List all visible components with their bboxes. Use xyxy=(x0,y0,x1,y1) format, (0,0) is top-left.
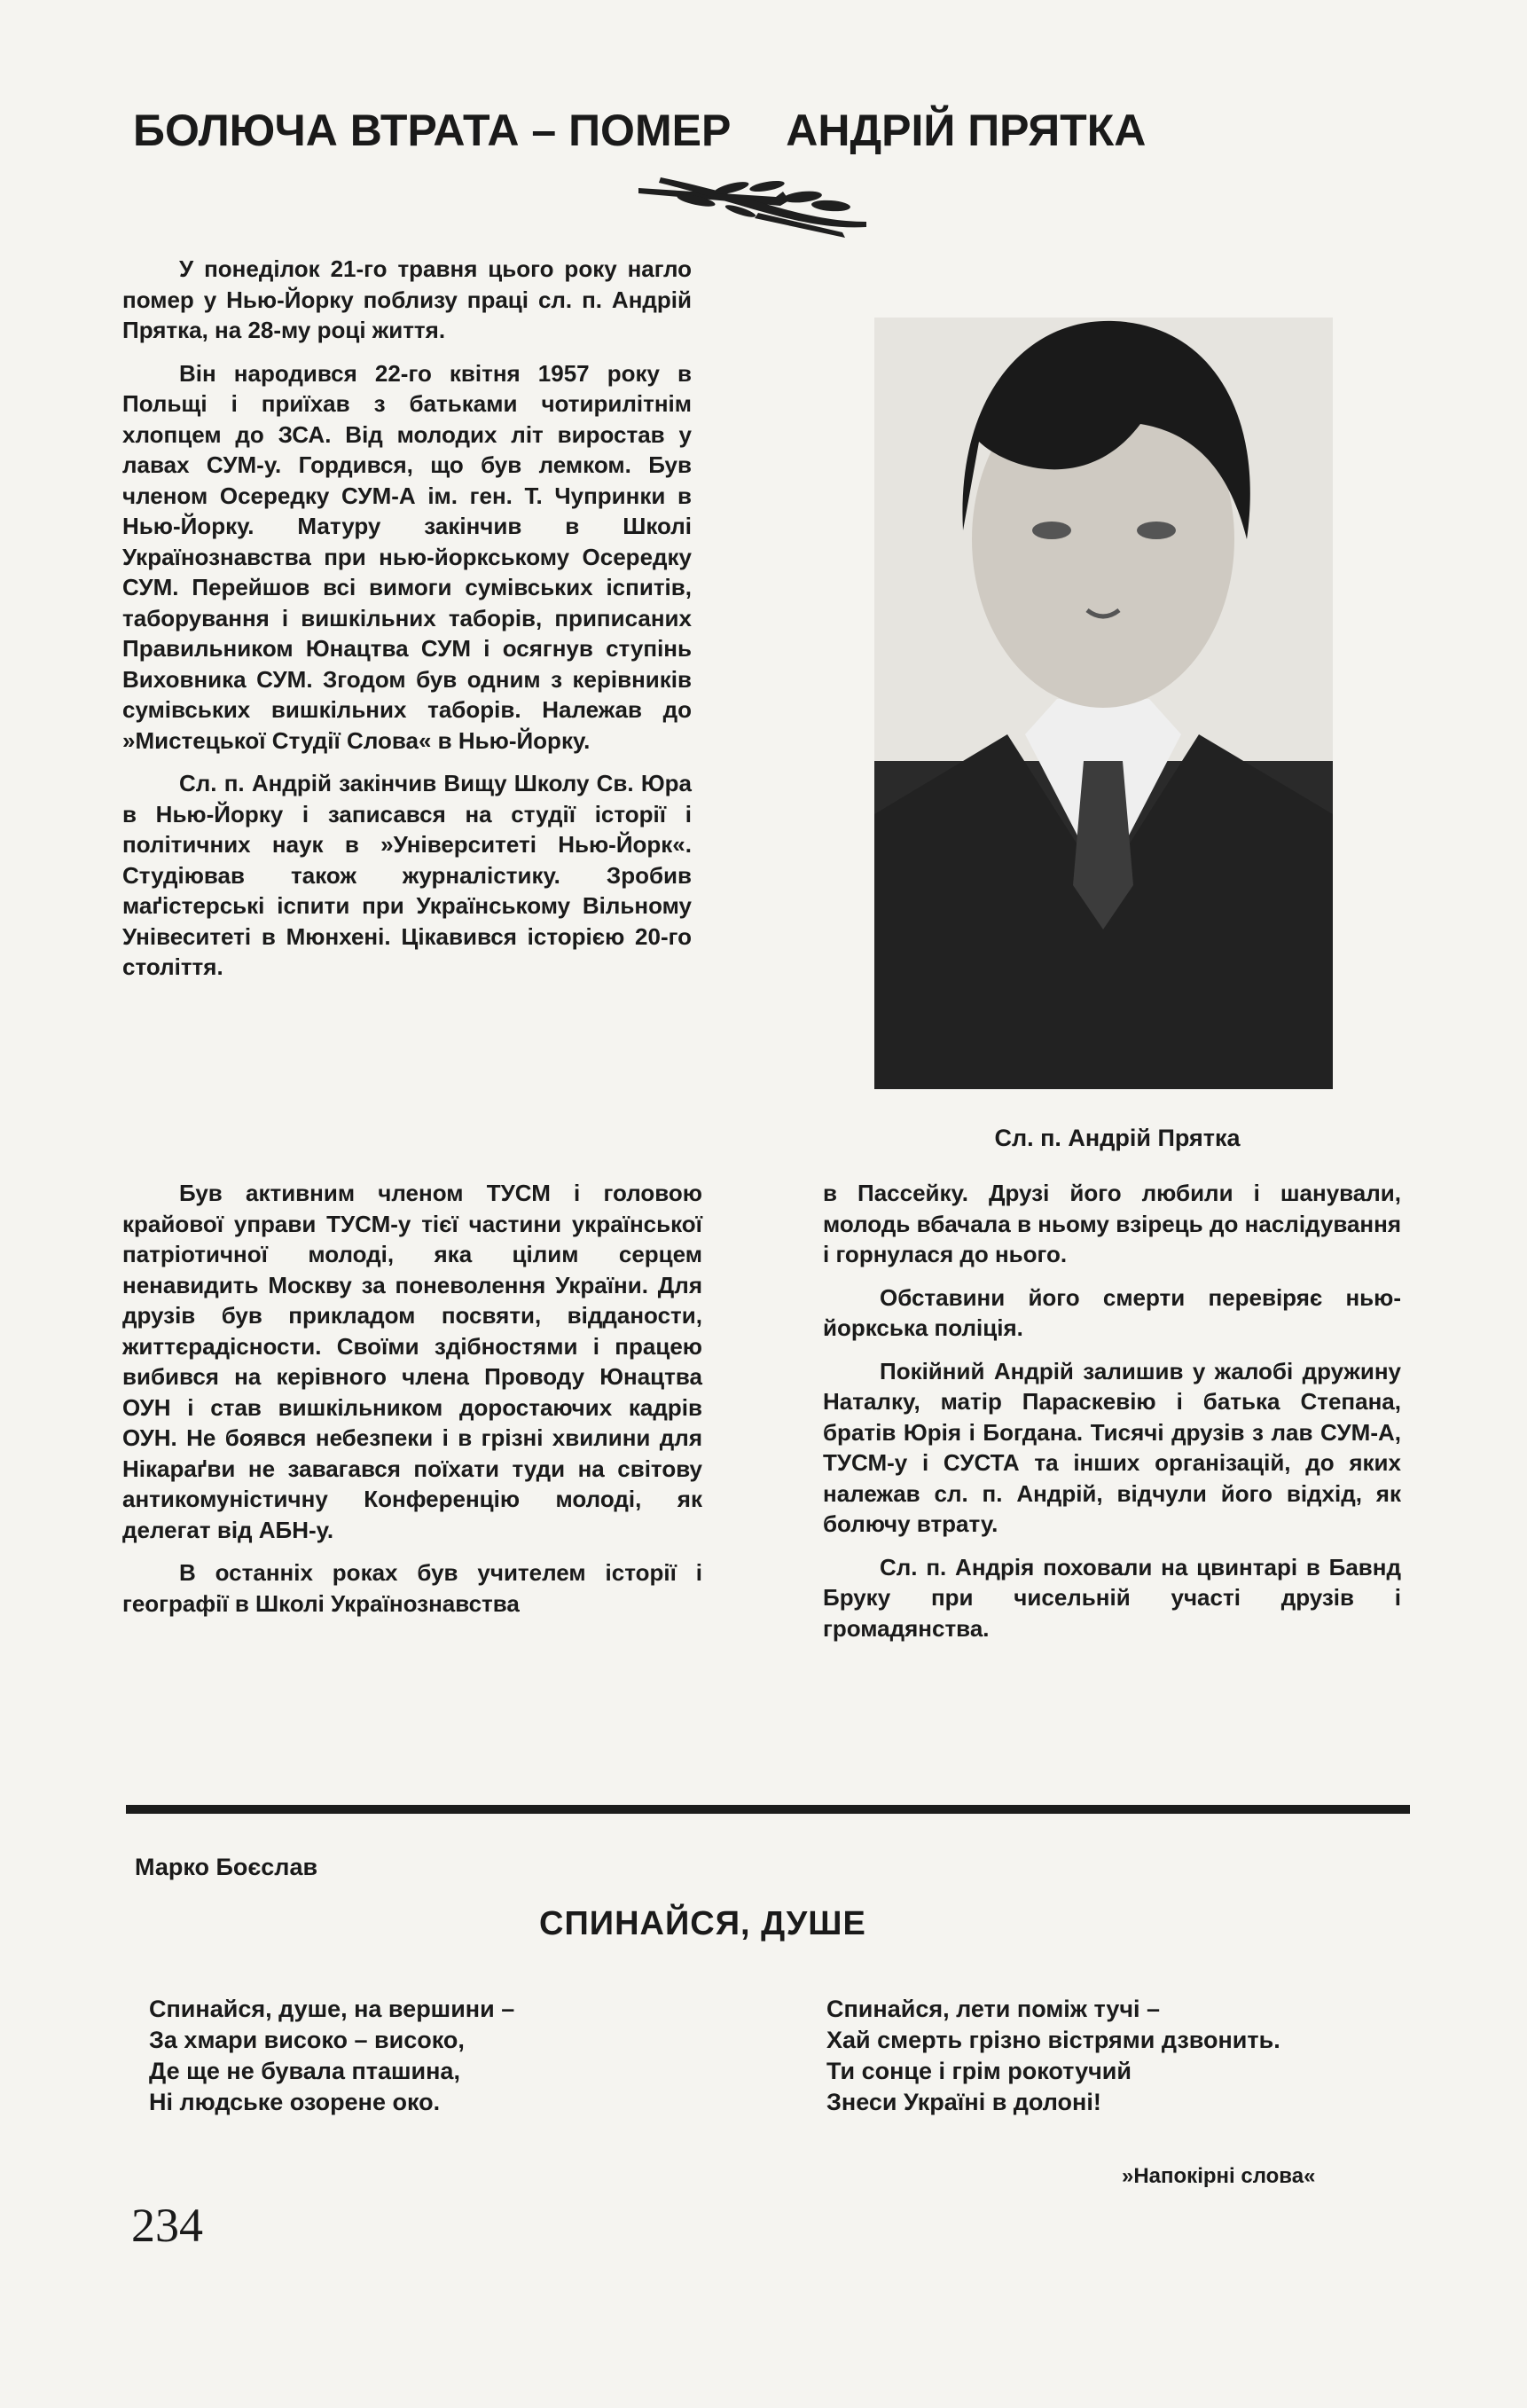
article-paragraph: У понеділок 21-го травня цього року нагло помер у Нью-Йорку поблизу праці сл. п. Андрій Прятка, на 28-му році життя. xyxy=(122,255,692,343)
article-column-1 xyxy=(122,254,692,983)
poem-author: Марко Боєслав xyxy=(135,1854,318,1880)
article-paragraph: Був активним членом ТУСМ і головою крайової управи ТУСМ-у тієї частини української патріотичної молоді, яка цілим серцем ненавидить Москву за поневолення України. Для друзів був прикладом посвяти, відданости, життєрадісности. Своїми здібностями і працею вибився на керівного члена Проводу Юнацтва ОУН і став вишкільником доростаючих кадрів ОУН. Не боявся небезпеки і в грізні хвилини для Нікараґви не завагався поїхати туди на світову антикомуністичну Конференцію молоді, як делегат від АБН-у. xyxy=(122,1180,702,1543)
poem-line: Спинайся, душе, на вершини – xyxy=(149,1996,515,2022)
photo-caption: Сл. п. Андрій Прятка xyxy=(994,1125,1241,1151)
poem-source: »Напокірні слова« xyxy=(1122,2164,1316,2188)
poem-line: Хай смерть грізно вістрями дзвонить. xyxy=(826,2027,1280,2053)
poem-line: За хмари високо – високо, xyxy=(149,2027,465,2053)
article-paragraph: в Пассейку. Друзі його любили і шанували, молодь вбачала в ньому взірець до наслідування і горнулася до нього. xyxy=(823,1180,1401,1267)
section-divider xyxy=(126,1805,1410,1814)
article-paragraph: Сл. п. Андрій закінчив Вищу Школу Св. Юра в Нью-Йорку і записався на студії історії і політичних наук в »Університеті Нью-Йорк«. Студіював також журналістику. Зробив маґістерські іспити при Українському Вільному Унівеситеті в Мюнхені. Цікавився історією 20-го століття. xyxy=(122,770,692,980)
headline-part-1: БОЛЮЧА ВТРАТА – ПОМЕР xyxy=(133,106,732,155)
poem-stanza-right xyxy=(826,1994,1280,2118)
poem-line: Ні людське озорене око. xyxy=(149,2089,441,2115)
poem-line: Знеси Україні в долоні! xyxy=(826,2089,1101,2115)
portrait-photo xyxy=(874,318,1333,1089)
sword-branch-ornament xyxy=(634,170,873,239)
article-paragraph: В останніх роках був учителем історії і географії в Школі Українознавства xyxy=(122,1559,702,1617)
page-number: 234 xyxy=(131,2199,203,2252)
article-paragraph: Покійний Андрій залишив у жалобі дружину Наталку, матір Параскевію і батька Степана, братів Юрія і Богдана. Тисячі друзів з лав СУМ-А, ТУСМ-у і СУСТА та інших організацій, до яких належав сл. п. Андрій, відчули його відхід, як болючу втрату. xyxy=(823,1357,1401,1537)
article-paragraph: Він народився 22-го квітня 1957 року в Польщі і приїхав з батьками чотирилітнім хлопцем до ЗСА. Від молодих літ виростав у лавах СУМ-у. Гордився, що був лемком. Був членом Осередку СУМ-А ім. ген. Т. Чупринки в Нью-Йорку. Матуру закінчив в Школі Українознавства при нью-йоркському Осередку СУМ. Перейшов всі вимоги сумівських іспитів, таборування і вишкільних таборів, приписаних Правильником Юнацтва СУМ і осягнув ступінь Виховника СУМ. Згодом був одним з керівників сумівських вишкільних таборів. Належав до »Мистецької Студії Слова« в Нью-Йорку. xyxy=(122,359,692,754)
headline-part-2: АНДРІЙ ПРЯТКА xyxy=(786,106,1147,155)
poem-stanza-left xyxy=(149,1994,514,2118)
article-column-2 xyxy=(122,1178,702,1619)
poem-title: СПИНАЙСЯ, ДУШЕ xyxy=(539,1905,866,1942)
article-paragraph: Обставини його смерти перевіряє нью-йоркська поліція. xyxy=(823,1283,1401,1341)
article-column-3 xyxy=(823,1178,1401,1643)
article-headline xyxy=(133,105,1286,156)
article-paragraph: Сл. п. Андрія поховали на цвинтарі в Бавнд Бруку при чисельній участі друзів і громадянства. xyxy=(823,1553,1401,1642)
poem-line: Де ще не бувала пташина, xyxy=(149,2058,460,2084)
poem-line: Ти сонце і грім рокотучий xyxy=(826,2058,1132,2084)
poem-line: Спинайся, лети поміж тучі – xyxy=(826,1996,1161,2022)
